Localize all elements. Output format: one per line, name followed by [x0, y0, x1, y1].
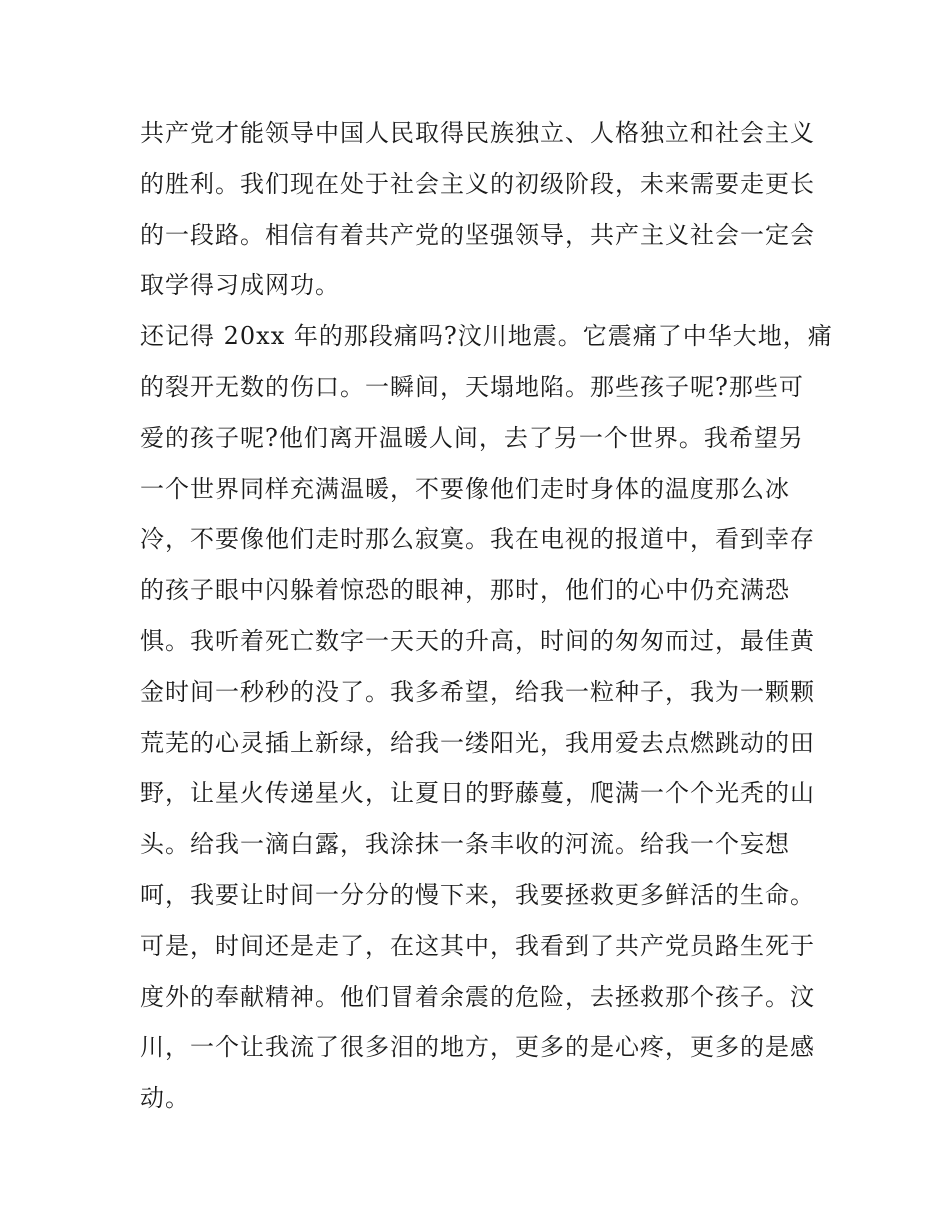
text-line: 头。给我一滴白露，我涂抹一条丰收的河流。给我一个妄想: [140, 830, 790, 859]
text-line: 爱的孩子呢?他们离开温暖人间，去了另一个世界。我希望另: [140, 423, 804, 452]
text-line: 惧。我听着死亡数字一天天的升高，时间的匆匆而过，最佳黄: [140, 626, 815, 655]
paragraph-2: [140, 311, 833, 1124]
text-line: 一个世界同样充满温暖，不要像他们走时身体的温度那么冰: [140, 474, 790, 503]
text-line: 度外的奉献精神。他们冒着余震的危险，去拯救那个孩子。汶: [140, 982, 815, 1011]
text-line: 金时间一秒秒的没了。我多希望，给我一粒种子，我为一颗颗: [140, 677, 815, 706]
text-line: 荒芜的心灵插上新绿，给我一缕阳光，我用爱去点燃跳动的田: [140, 728, 815, 757]
document-body: [140, 108, 833, 1124]
text-line: 呵，我要让时间一分分的慢下来，我要拯救更多鲜活的生命。: [140, 880, 815, 909]
text-line: 冷，不要像他们走时那么寂寞。我在电视的报道中，看到幸存: [140, 525, 815, 554]
text-line: 野，让星火传递星火，让夏日的野藤蔓，爬满一个个光秃的山: [140, 779, 815, 808]
paragraph-1: [140, 108, 816, 311]
text-line: 的孩子眼中闪躲着惊恐的眼神，那时，他们的心中仍充满恐: [140, 576, 790, 605]
text-line: 的一段路。相信有着共产党的坚强领导，共产主义社会一定会: [140, 220, 815, 249]
text-line: 的裂开无数的伤口。一瞬间，天塌地陷。那些孩子呢?那些可: [140, 372, 804, 401]
text-line: 川，一个让我流了很多泪的地方，更多的是心疼，更多的是感: [140, 1033, 815, 1062]
text-line: 还记得 20xx 年的那段痛吗?汶川地震。它震痛了中华大地，痛: [140, 322, 833, 351]
text-line: 共产党才能领导中国人民取得民族独立、人格独立和社会主义: [140, 119, 815, 147]
text-line: 取学得习成网功。: [140, 271, 340, 300]
text-line: 动。: [140, 1084, 190, 1113]
text-line: 的胜利。我们现在处于社会主义的初级阶段，未来需要走更长: [140, 169, 815, 198]
text-line: 可是，时间还是走了，在这其中，我看到了共产党员路生死于: [140, 931, 815, 960]
